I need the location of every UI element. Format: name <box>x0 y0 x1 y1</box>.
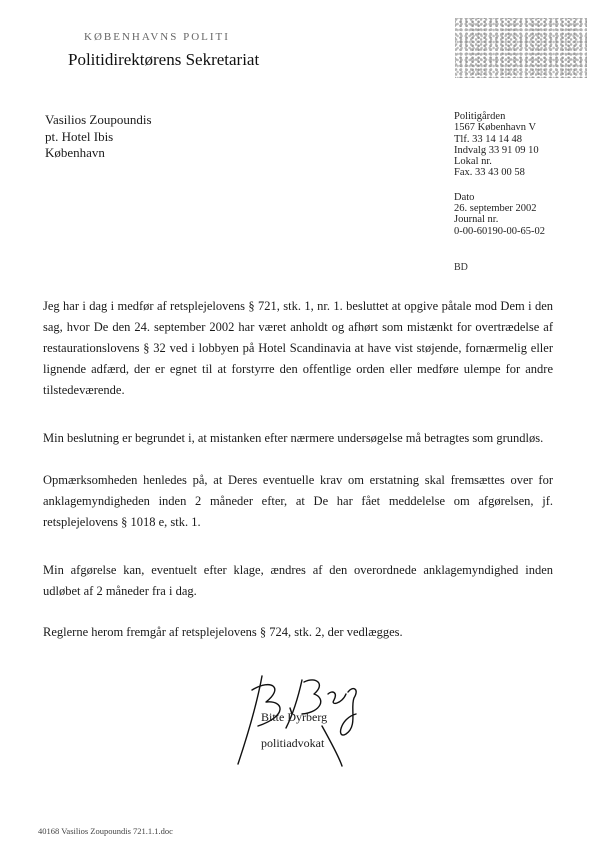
letterhead-logo-text: KØBENHAVNS POLITI <box>84 31 230 43</box>
recipient-city: København <box>45 145 105 160</box>
sidebar-line: Fax. 33 43 00 58 <box>454 167 525 179</box>
sidebar-line: Lokal nr. <box>454 156 492 168</box>
sidebar-line: Politigården <box>454 111 506 122</box>
signatory-title: politiadvokat <box>261 736 325 750</box>
sidebar-line: 1567 København V <box>454 122 537 134</box>
sidebar-line: Tlf. 33 14 14 48 <box>454 133 522 145</box>
sidebar-line: Indvalg 33 91 09 10 <box>454 144 539 156</box>
body-paragraph: Min beslutning er begrundet i, at mistanken efter nærmere undersøgelse må betragtes som grundløs. <box>43 431 544 445</box>
case-initials: BD <box>454 262 468 273</box>
sidebar-date: 26. september 2002 <box>454 203 537 215</box>
recipient-name: Vasilios Zoupoundis <box>45 112 152 127</box>
sidebar-journal-number: 0-00-60190-00-65-02 <box>454 225 545 237</box>
letterhead-title: Politidirektørens Sekretariat <box>68 50 260 69</box>
sender-info-sidebar <box>454 111 545 237</box>
sidebar-line: Dato <box>454 191 475 203</box>
recipient-block <box>45 112 152 162</box>
printed-stamp-mark <box>455 18 587 78</box>
body-paragraph: Min afgørelse kan, eventuelt efter klage, ændres af den overordnede anklagemyndighed inden udløbet af 2 måneder fra i dag. <box>43 563 553 598</box>
body-paragraph: Opmærksomheden henledes på, at Deres eventuelle krav om erstatning skal fremsættes over for anklagemyndigheden inden 2 måneder efter, at De har fået meddelelse om afgørelsen, jf. retsplejelovens § 1018 e, stk. 1. <box>43 473 553 529</box>
recipient-address: pt. Hotel Ibis <box>45 128 114 144</box>
sidebar-line: Journal nr. <box>454 214 499 226</box>
footer-file-reference: 40168 Vasilios Zoupoundis 721.1.1.doc <box>38 826 173 836</box>
body-paragraph: Reglerne herom fremgår af retsplejelovens § 724, stk. 2, der vedlægges. <box>43 625 403 639</box>
signatory-name: Bitte Dyrberg <box>261 710 328 724</box>
body-paragraph: Jeg har i dag i medfør af retsplejelovens § 721, stk. 1, nr. 1. besluttet at opgive påtale mod Dem i den sag, hvor De den 24. september 2002 har været anholdt og afhørt som mistænkt for overtrædelse af restaurationslovens § 32 ved i lobbyen på Hotel Scandinavia at have vist støjende, fornærmelig eller lignende adfærd, der er egnet til at forstyrre den offentlige orden eller medføre ulempe for andre tilstedeværende. <box>43 299 553 397</box>
